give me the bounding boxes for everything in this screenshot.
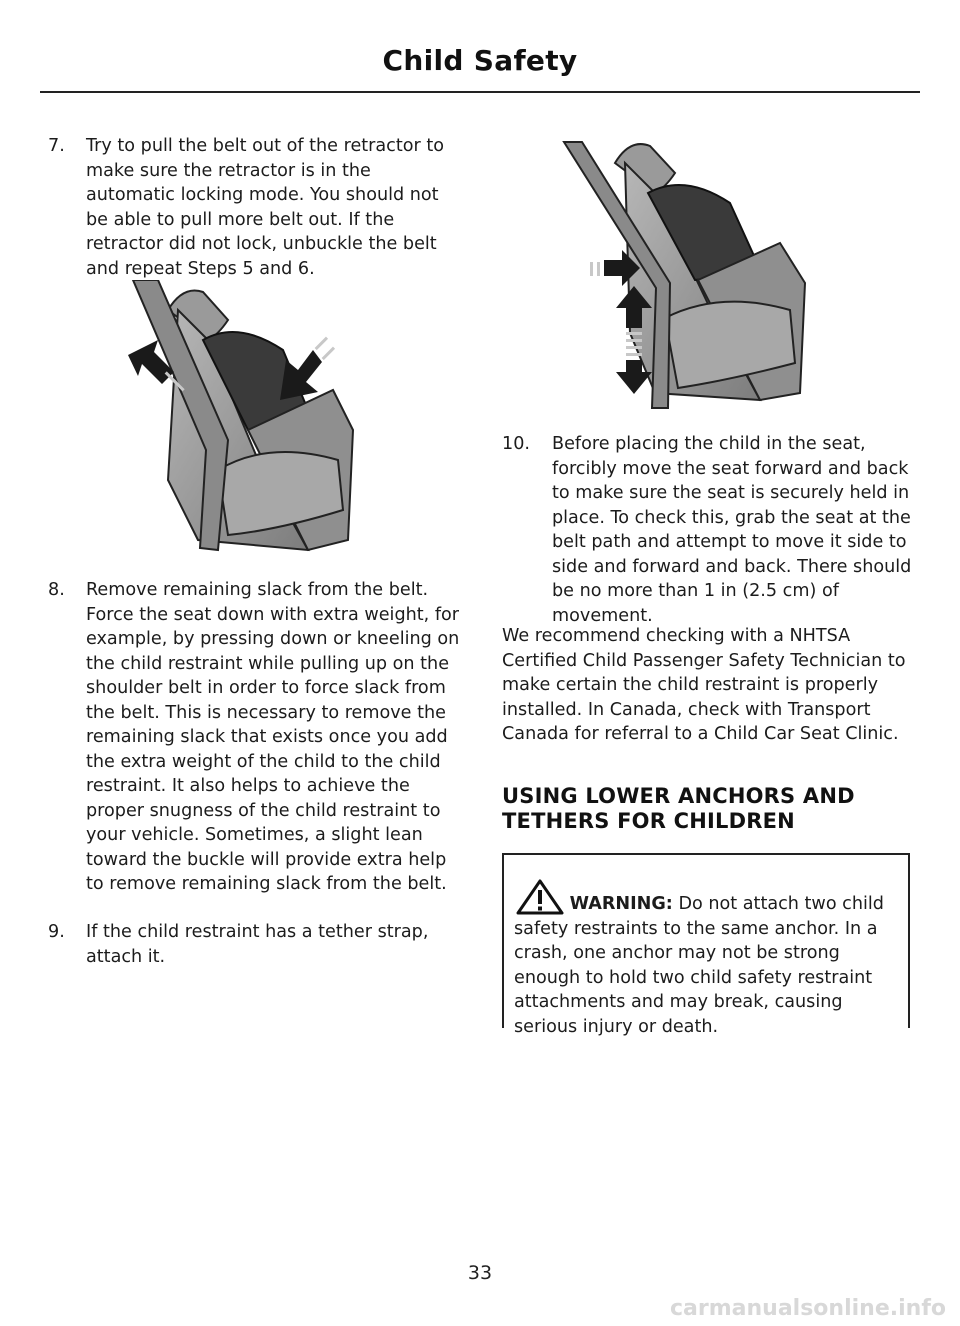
warning-label: WARNING: (569, 894, 673, 914)
warning-box (502, 853, 910, 1037)
step-8 (48, 578, 462, 897)
step-text: If the child restraint has a tether strap, attach it. (86, 922, 429, 967)
step-number: 8. (48, 580, 65, 600)
child-seat-movement-check-illustration (560, 138, 820, 418)
warning-triangle-icon (516, 879, 564, 915)
section-heading: USING LOWER ANCHORS AND TETHERS FOR CHILDREN (502, 784, 855, 833)
page-header-title: Child Safety (382, 44, 578, 77)
warning-text: Do not attach two child safety restraints to the same anchor. In a crash, one anchor may not be strong enough to hold two child safety restraint attachments and may break, causing serious injury or death. (514, 894, 884, 1037)
page-number: 33 (467, 1262, 493, 1284)
step-number: 7. (48, 136, 65, 156)
step-number: 9. (48, 922, 65, 942)
step-text: Try to pull the belt out of the retractor to make sure the retractor is in the automatic locking mode. You should not be able to pull more belt out. If the retractor did not lock, unbuckle the belt and repeat Steps 5 and 6. (86, 136, 445, 279)
step-7 (48, 134, 462, 281)
watermark: carmanualsonline.info (670, 1296, 946, 1321)
step-number: 10. (502, 434, 530, 454)
step-text: Before placing the child in the seat, forcibly move the seat forward and back to make sure the seat is securely held in place. To check this, grab the seat at the belt path and attempt to move it side to side and forward and back. There should be no more than 1 in (2.5 cm) of movement. (552, 434, 912, 626)
step-10 (502, 432, 914, 628)
header-divider (40, 91, 920, 93)
child-seat-press-down-illustration (108, 280, 368, 560)
recommendation-paragraph: We recommend checking with a NHTSA Certified Child Passenger Safety Technician to make certain the child restraint is properly installed. In Canada, check with Transport Canada for referral to a Child Car Seat Clinic. (502, 626, 906, 744)
warning-content (514, 879, 900, 1039)
step-text: Remove remaining slack from the belt. Force the seat down with extra weight, for example, by pressing down or kneeling on the child restraint while pulling up on the shoulder belt in order to force slack from the belt. This is necessary to remove the remaining slack that exists once you add the extra weight of the child to the child restraint. It also helps to achieve the proper snugness of the child restraint to your vehicle. Sometimes, a slight lean toward the buckle will provide extra help to remove remaining slack from the belt. (86, 580, 460, 894)
step-9 (48, 920, 462, 969)
